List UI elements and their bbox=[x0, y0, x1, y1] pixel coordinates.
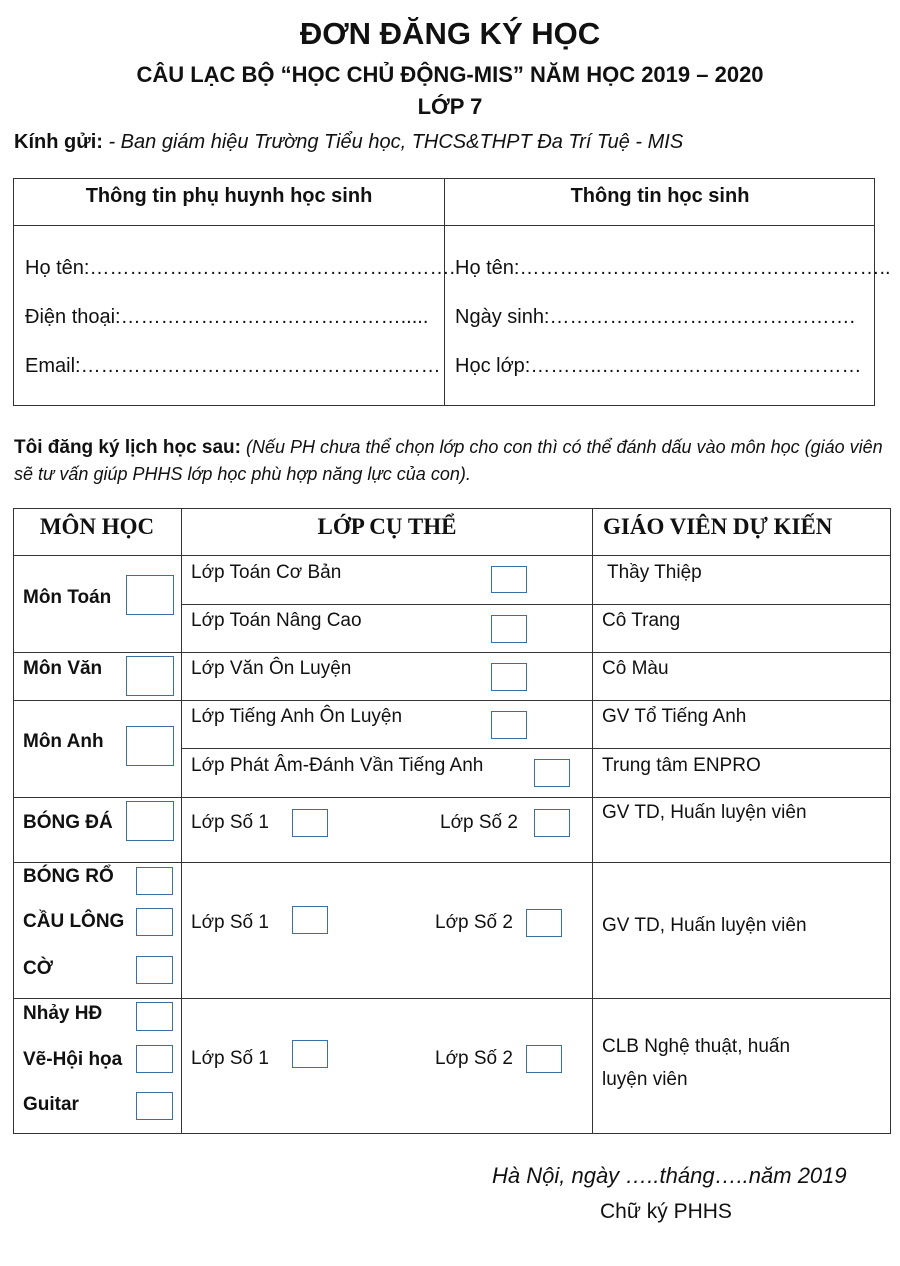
subject-literature: Môn Văn bbox=[23, 658, 103, 679]
class-math-advanced: Lớp Toán Nâng Cao bbox=[191, 610, 362, 631]
arts-option-2: Lớp Số 2 bbox=[435, 1048, 513, 1069]
dance-checkbox[interactable] bbox=[136, 1002, 173, 1031]
student-info-header: Thông tin học sinh bbox=[570, 185, 750, 207]
parent-phone-field[interactable]: Điện thoại:……………………………………..... bbox=[25, 306, 429, 328]
registration-intro bbox=[14, 434, 884, 488]
arts-option-1: Lớp Số 1 bbox=[191, 1048, 269, 1069]
schedule-table bbox=[13, 508, 891, 1134]
info-table bbox=[13, 178, 891, 406]
class-math-basic: Lớp Toán Cơ Bản bbox=[191, 562, 342, 583]
subject-english: Môn Anh bbox=[23, 731, 104, 752]
grade-title: LỚP 7 bbox=[417, 94, 483, 119]
teacher-arts-line2: luyện viên bbox=[602, 1069, 688, 1090]
subject-chess: CỜ bbox=[23, 958, 53, 979]
teacher-math-basic: Thầy Thiệp bbox=[607, 562, 702, 583]
basketball-checkbox[interactable] bbox=[136, 867, 173, 895]
signature-label: Chữ ký PHHS bbox=[600, 1200, 732, 1223]
football-class2-checkbox[interactable] bbox=[534, 809, 570, 837]
subject-math: Môn Toán bbox=[23, 587, 112, 608]
teacher-arts-line1: CLB Nghệ thuật, huấn bbox=[602, 1036, 791, 1057]
intro-label: Tôi đăng ký lịch học sau: bbox=[14, 437, 241, 458]
football-option-2: Lớp Số 2 bbox=[440, 812, 518, 833]
parent-name-field[interactable]: Họ tên:………………………………………………. bbox=[25, 257, 456, 279]
subject-drawing: Vẽ-Hội họa bbox=[23, 1049, 123, 1070]
form-title: ĐƠN ĐĂNG KÝ HỌC bbox=[299, 16, 601, 51]
sports-class2-checkbox[interactable] bbox=[526, 909, 562, 937]
header-class: LỚP CỤ THỂ bbox=[317, 514, 457, 539]
subject-dance: Nhảy HĐ bbox=[23, 1003, 103, 1024]
addressee-value: - Ban giám hiệu Trường Tiểu học, THCS&THPT Đa Trí Tuệ - MIS bbox=[102, 131, 684, 153]
sports-class1-checkbox[interactable] bbox=[292, 906, 328, 934]
header-teacher: GIÁO VIÊN DỰ KIẾN bbox=[603, 514, 833, 539]
student-class-field[interactable]: Học lớp:………..………………………………… bbox=[455, 355, 862, 377]
student-name-field[interactable]: Họ tên:……………………………………………….. bbox=[455, 257, 891, 279]
football-option-1: Lớp Số 1 bbox=[191, 812, 269, 833]
teacher-math-advanced: Cô Trang bbox=[602, 610, 681, 631]
english-review-checkbox[interactable] bbox=[491, 711, 527, 739]
literature-subject-checkbox[interactable] bbox=[126, 656, 174, 696]
teacher-sports: GV TD, Huấn luyện viên bbox=[602, 915, 807, 936]
date-line: Hà Nội, ngày …..tháng…..năm 2019 bbox=[492, 1163, 847, 1188]
literature-class-checkbox[interactable] bbox=[491, 663, 527, 691]
teacher-football: GV TD, Huấn luyện viên bbox=[602, 802, 807, 823]
arts-class2-checkbox[interactable] bbox=[526, 1045, 562, 1073]
header-subject: MÔN HỌC bbox=[39, 514, 155, 539]
addressee-label: Kính gửi: bbox=[14, 131, 103, 153]
english-subject-checkbox[interactable] bbox=[126, 726, 174, 766]
english-phonics-checkbox[interactable] bbox=[534, 759, 570, 787]
sports-option-1: Lớp Số 1 bbox=[191, 912, 269, 933]
teacher-english-review: GV Tổ Tiếng Anh bbox=[602, 706, 747, 727]
subject-guitar: Guitar bbox=[23, 1094, 79, 1115]
teacher-literature: Cô Màu bbox=[602, 658, 669, 679]
teacher-english-phonics: Trung tâm ENPRO bbox=[602, 755, 761, 776]
parent-info-header: Thông tin phụ huynh học sinh bbox=[85, 185, 373, 207]
student-dob-field[interactable]: Ngày sinh:………………………………………. bbox=[455, 306, 856, 328]
class-english-review: Lớp Tiếng Anh Ôn Luyện bbox=[191, 706, 403, 727]
subject-badminton: CẦU LÔNG bbox=[23, 911, 125, 932]
math-basic-checkbox[interactable] bbox=[491, 566, 527, 593]
addressee bbox=[14, 131, 683, 154]
sports-option-2: Lớp Số 2 bbox=[435, 912, 513, 933]
class-literature: Lớp Văn Ôn Luyện bbox=[191, 658, 352, 679]
subject-basketball: BÓNG RỔ bbox=[23, 866, 114, 887]
football-class1-checkbox[interactable] bbox=[292, 809, 328, 837]
math-advanced-checkbox[interactable] bbox=[491, 615, 527, 643]
badminton-checkbox[interactable] bbox=[136, 908, 173, 936]
guitar-checkbox[interactable] bbox=[136, 1092, 173, 1120]
intro-note: (Nếu PH chưa thể chọn lớp cho con thì có thể đánh dấu vào môn học (giáo viên sẽ tư vấn giúp PHHS lớp học phù hợp năng lực của con). bbox=[14, 437, 883, 484]
drawing-checkbox[interactable] bbox=[136, 1045, 173, 1073]
subject-football: BÓNG ĐÁ bbox=[23, 812, 113, 833]
parent-email-field[interactable]: Email:……………………………………………… bbox=[25, 355, 441, 377]
football-subject-checkbox[interactable] bbox=[126, 801, 174, 841]
arts-class1-checkbox[interactable] bbox=[292, 1040, 328, 1068]
class-english-phonics: Lớp Phát Âm-Đánh Vần Tiếng Anh bbox=[191, 755, 484, 776]
math-subject-checkbox[interactable] bbox=[126, 575, 174, 615]
chess-checkbox[interactable] bbox=[136, 956, 173, 984]
club-title: CÂU LẠC BỘ “HỌC CHỦ ĐỘNG-MIS” NĂM HỌC 2019 – 2020 bbox=[136, 62, 764, 87]
